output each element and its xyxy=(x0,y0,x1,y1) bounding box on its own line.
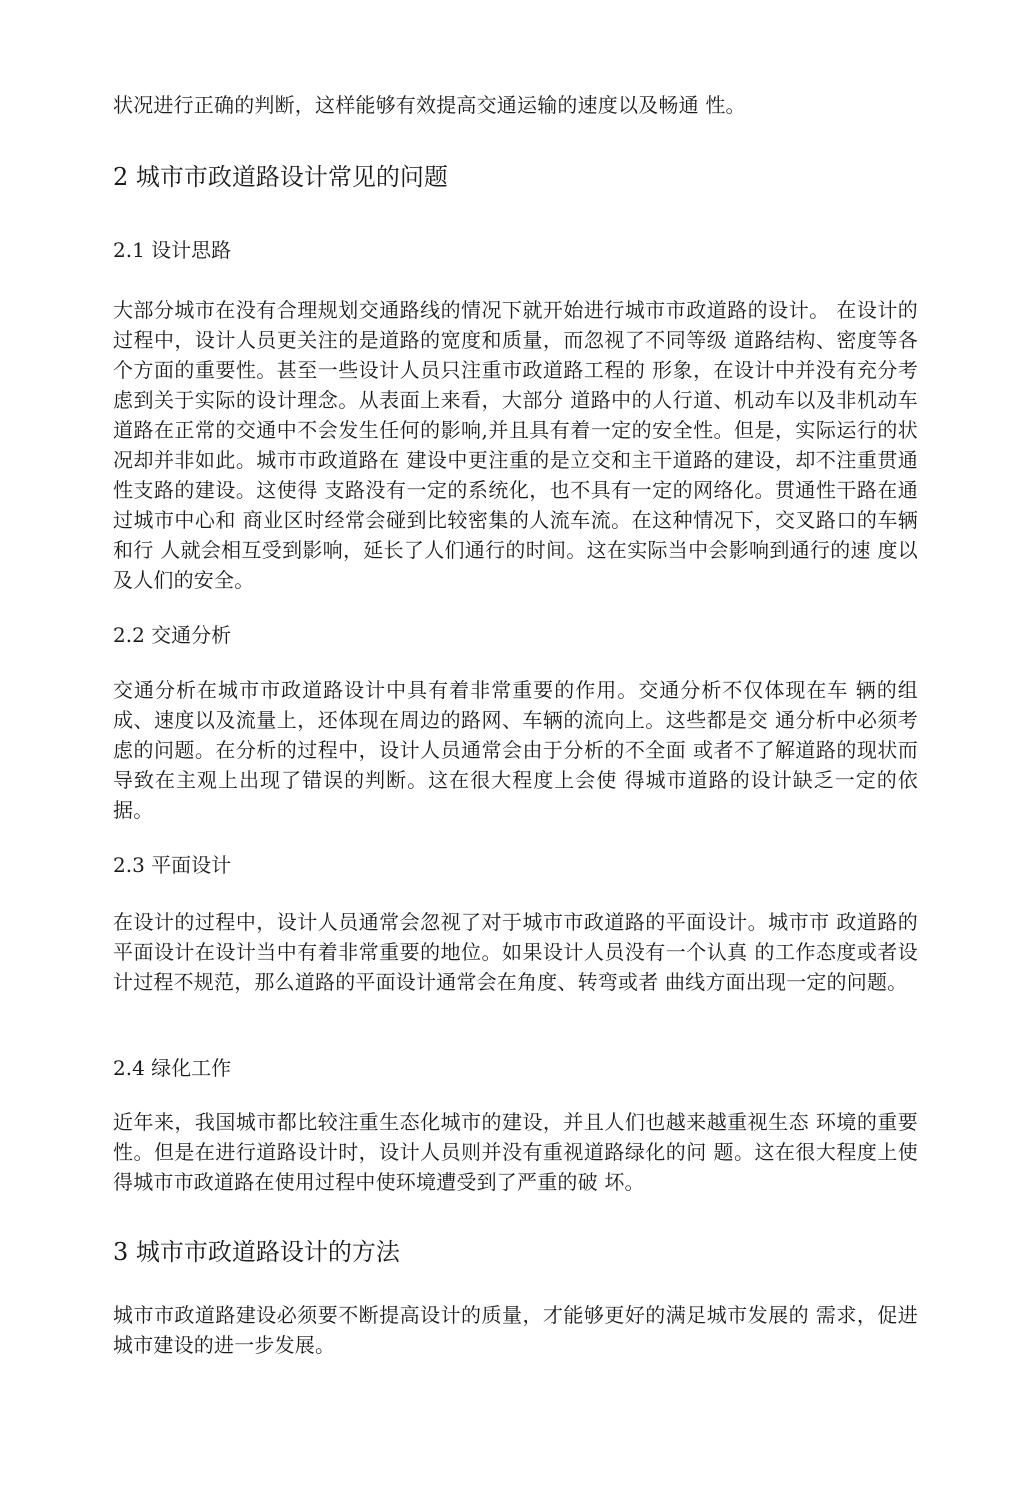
section-2-2-paragraph: 交通分析在城市市政道路设计中具有着非常重要的作用。交通分析不仅体现在车 辆的组成、速度以及流量上，还体现在周边的路网、车辆的流向上。这些都是交 通分析中必须考虑的问题。在分析的过程中，设计人员通常会由于分析的不全面 或者不了解道路的现状而导致在主观上出现了错误的判断。这在很大程度上会使 得城市道路的设计缺乏一定的依据。 xyxy=(113,678,918,822)
section-3-heading: 3 城市市政道路设计的方法 xyxy=(113,1238,400,1266)
section-2-2-heading: 2.2 交通分析 xyxy=(113,623,232,647)
section-3-paragraph: 城市市政道路建设必须要不断提高设计的质量，才能够更好的满足城市发展的 需求，促进城市建设的进一步发展。 xyxy=(113,1303,918,1357)
section-2-4-paragraph: 近年来，我国城市都比较注重生态化城市的建设，并且人们也越来越重视生态 环境的重要性。但是在进行道路设计时，设计人员则并没有重视道路绿化的问 题。这在很大程度上使得城市市政道路在使用过程中使环境遭受到了严重的破 坏。 xyxy=(113,1110,918,1194)
section-2-3-heading: 2.3 平面设计 xyxy=(113,853,232,877)
section-2-1-heading: 2.1 设计思路 xyxy=(113,238,232,262)
section-2-heading: 2 城市市政道路设计常见的问题 xyxy=(113,163,448,191)
section-2-1-paragraph: 大部分城市在没有合理规划交通路线的情况下就开始进行城市市政道路的设计。 在设计的过程中，设计人员更关注的是道路的宽度和质量，而忽视了不同等级 道路结构、密度等各个方面的重要性。甚至一些设计人员只注重市政道路工程的 形象，在设计中并没有充分考虑到关于实际的设计理念。从表面上来看，大部分 道路中的人行道、机动车以及非机动车道路在正常的交通中不会发生任何的影响,并且具有着一定的安全性。但是，实际运行的状况却并非如此。城市市政道路在 建设中更注重的是立交和主干道路的建设，却不注重贯通性支路的建设。这使得 支路没有一定的系统化，也不具有一定的网络化。贯通性干路在通过城市中心和 商业区时经常会碰到比较密集的人流车流。在这种情况下，交叉路口的车辆和行 人就会相互受到影响，延长了人们通行的时间。这在实际当中会影响到通行的速 度以及人们的安全。 xyxy=(113,298,918,592)
section-2-3-paragraph: 在设计的过程中，设计人员通常会忽视了对于城市市政道路的平面设计。城市市 政道路的平面设计在设计当中有着非常重要的地位。如果设计人员没有一个认真 的工作态度或者设计过程不规范，那么道路的平面设计通常会在角度、转弯或者 曲线方面出现一定的问题。 xyxy=(113,910,918,994)
section-2-4-heading: 2.4 绿化工作 xyxy=(113,1056,232,1080)
intro-paragraph: 状况进行正确的判断，这样能够有效提高交通运输的速度以及畅通 性。 xyxy=(113,93,746,117)
